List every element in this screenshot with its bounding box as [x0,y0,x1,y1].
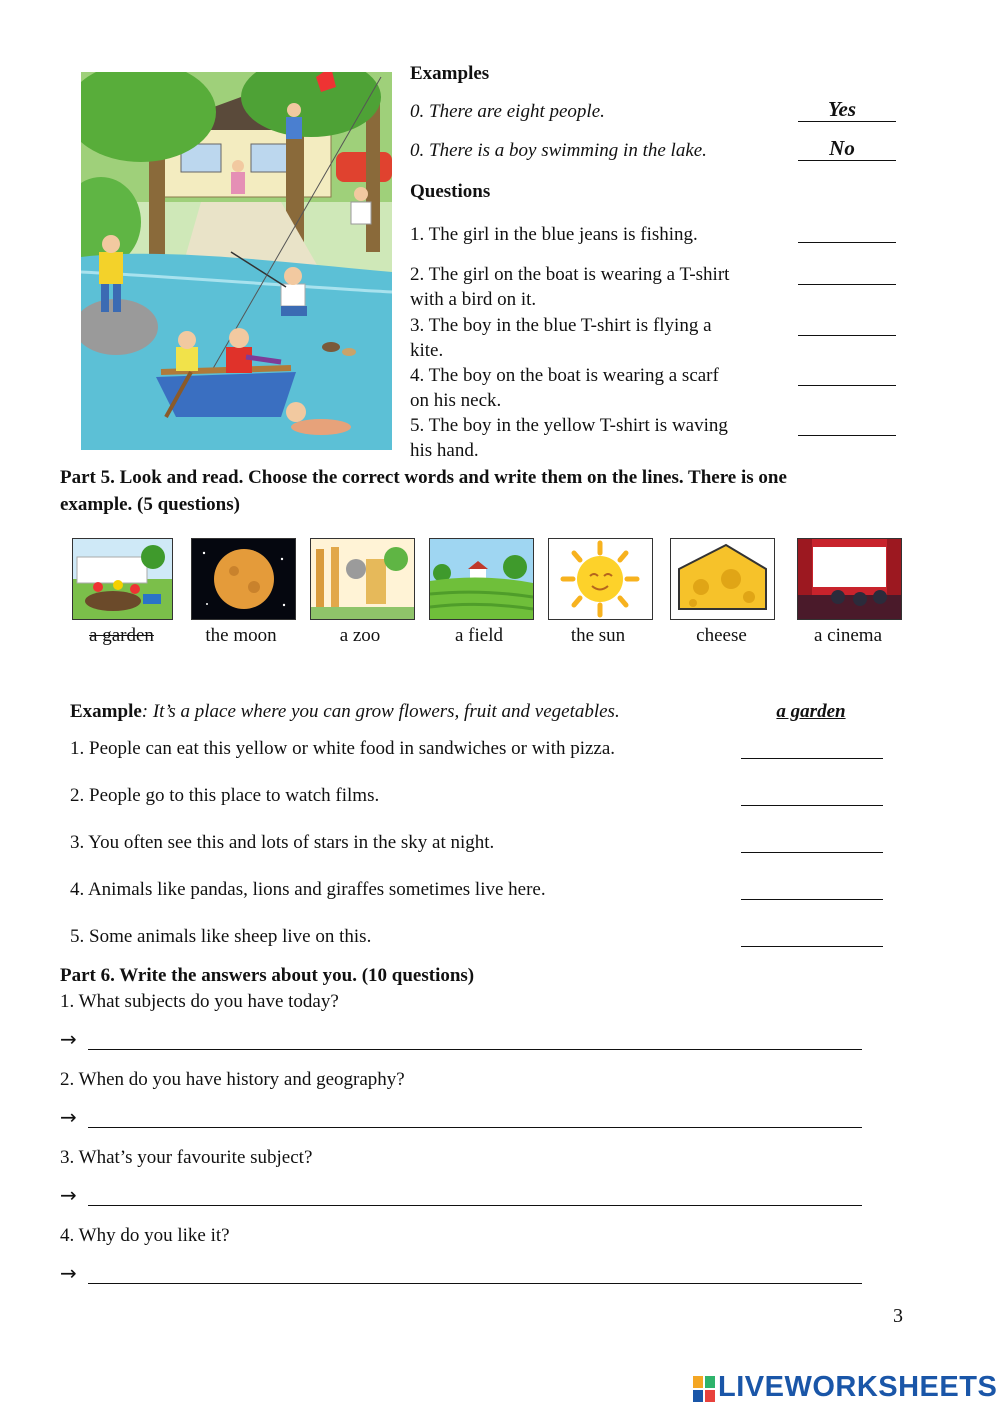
part6-question-3: 3. What’s your favourite subject? [60,1147,313,1168]
part5-question-4: 4. Animals like pandas, lions and giraffes sometimes live here. [70,879,546,900]
part4-answer-line-5[interactable] [798,435,896,436]
part4-answer-line-3[interactable] [798,335,896,336]
example-0-no-text: 0. There is a boy swimming in the lake. [410,140,707,161]
part4-question-3: 3. The boy in the blue T-shirt is flying a kite. [410,315,712,361]
word-a-field: a field [454,625,503,646]
arrow-icon: → [60,1027,77,1051]
word-a-garden: a garden [89,625,154,646]
part5-answer-line-1[interactable] [741,758,883,759]
part5-title: Part 5. Look and read. Choose the correct words and write them on the lines. There is one example. (5 questions) [60,467,787,515]
part6-question-2: 2. When do you have history and geography? [60,1069,405,1090]
word-the-moon: the moon [205,625,277,646]
moon-picture [191,538,296,620]
part6-answer-line-3[interactable] [88,1205,862,1206]
part5-answer-line-3[interactable] [741,852,883,853]
zoo-picture [310,538,415,620]
field-picture [429,538,534,620]
word-the-sun: the sun [570,625,626,646]
part4-answer-line-4[interactable] [798,385,896,386]
part4-question-4: 4. The boy on the boat is wearing a scarf on his neck. [410,365,719,411]
arrow-icon: → [60,1183,77,1207]
liveworksheets-logo-icon [693,1376,715,1402]
part5-example-answer: a garden [776,701,846,722]
example-0-yes-text: 0. There are eight people. [410,101,605,122]
part6-answer-line-4[interactable] [88,1283,862,1284]
examples-heading: Examples [410,63,490,84]
word-cheese: cheese [696,625,747,646]
part6-answer-line-1[interactable] [88,1049,862,1050]
garden-picture [72,538,173,620]
park-scene-illustration [81,72,392,450]
part5-answer-line-2[interactable] [741,805,883,806]
part5-question-1: 1. People can eat this yellow or white food in sandwiches or with pizza. [70,738,616,759]
part5-question-5: 5. Some animals like sheep live on this. [70,926,372,947]
arrow-icon: → [60,1261,77,1285]
cheese-picture [670,538,775,620]
part4-question-5: 5. The boy in the yellow T-shirt is waving his hand. [410,415,728,461]
part6-answer-line-2[interactable] [88,1127,862,1128]
sun-picture [548,538,653,620]
part5-answer-line-4[interactable] [741,899,883,900]
word-a-cinema: a cinema [813,625,883,646]
part6-title: Part 6. Write the answers about you. (10 questions) [60,965,475,986]
example-0-yes-answer: Yes [828,97,856,121]
part4-question-2: 2. The girl on the boat is wearing a T-shirt with a bird on it. [410,264,730,310]
part4-question-1: 1. The girl in the blue jeans is fishing. [410,224,698,245]
part4-answer-line-2[interactable] [798,284,896,285]
part6-question-4: 4. Why do you like it? [60,1225,230,1246]
questions-heading: Questions [410,181,491,202]
part5-question-2: 2. People go to this place to watch films. [70,785,380,806]
part5-question-3: 3. You often see this and lots of stars in the sky at night. [70,832,495,853]
example-0-no-answer: No [829,136,855,160]
cinema-picture [797,538,902,620]
part5-example: Example: It’s a place where you can grow flowers, fruit and vegetables. [70,701,620,722]
liveworksheets-brand[interactable]: LIVEWORKSHEETS [718,1371,998,1403]
arrow-icon: → [60,1105,77,1129]
page-number: 3 [893,1305,903,1327]
part4-answer-line-1[interactable] [798,242,896,243]
part6-question-1: 1. What subjects do you have today? [60,991,339,1012]
word-a-zoo: a zoo [339,625,381,646]
part5-answer-line-5[interactable] [741,946,883,947]
